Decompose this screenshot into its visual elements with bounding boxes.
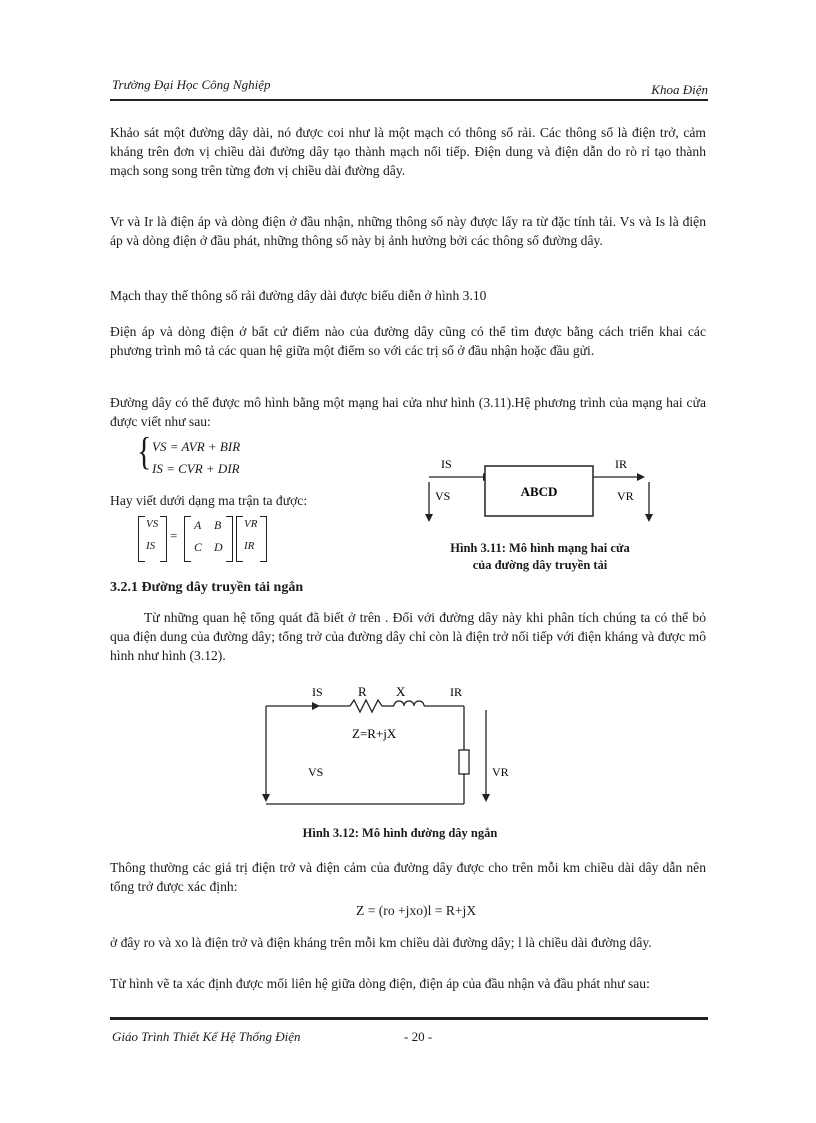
fig311-is-label: IS: [441, 457, 452, 471]
header-rule: [110, 99, 708, 101]
fig312-is-arrow: [312, 702, 320, 710]
figure-3-12-diagram: [250, 680, 520, 812]
figure-3-12-caption: Hình 3.12: Mô hình đường dây ngắn: [302, 826, 498, 840]
paragraph-1: Khảo sát một đường dây dài, nó được coi như là một mạch có thông số rải. Các thông số là điện trở, cảm kháng trên đơn vị chiều dài đường dây tạo thành mạch nối tiếp. Điện dung và điện dẫn do rò rỉ tạo thành mạch song song trên từng đơn vị chiều dài đường dây.: [110, 125, 706, 178]
paragraph-5: Đường dây có thể được mô hình bằng một mạng hai cửa như hình (3.11).Hệ phương trình của mạng hai cửa được viết như sau:: [110, 395, 706, 429]
paragraph-6: Hay viết dưới dạng ma trận ta được:: [110, 493, 308, 508]
fig312-ir-label: IR: [450, 685, 462, 699]
fig312-vr-arrow: [482, 794, 490, 802]
fig311-vs-label: VS: [435, 489, 451, 503]
bracket-left-1: [138, 516, 145, 562]
fig312-vs-arrow: [262, 794, 270, 802]
bracket-left-3: [236, 516, 243, 562]
fig311-ir-arrow: [637, 473, 645, 481]
fig311-vr-arrow: [645, 514, 653, 522]
matrix-a: A: [194, 518, 202, 532]
footer-title: Giáo Trình Thiết Kế Hệ Thống Điện: [112, 1029, 301, 1044]
load-symbol: [459, 750, 469, 774]
paragraph-2: Vr và Ir là điện áp và dòng điện ở đầu nhận, những thông số này được lấy ra từ đặc tính tải. Vs và Is là điện áp và dòng điện ở đầu phát, những thông số này bị ảnh hưởng bởi các thông số đường dây.: [110, 214, 706, 248]
fig312-is-label: IS: [312, 685, 323, 699]
footer-rule: [110, 1017, 708, 1020]
bracket-right-3: [260, 516, 267, 562]
header-school-name: Trường Đại Học Công Nghiệp: [112, 77, 271, 92]
equation-1: VS = AVR + BIR: [152, 439, 241, 454]
equation-brace: {: [137, 430, 152, 474]
matrix-lhs-bottom: IS: [146, 540, 156, 552]
fig311-vs-arrow: [425, 514, 433, 522]
fig312-r-label: R: [358, 684, 367, 699]
fig312-vr-label: VR: [492, 765, 509, 779]
matrix-equation: [138, 516, 288, 564]
header-faculty: Khoa Điện: [651, 82, 708, 97]
paragraph-7: Từ những quan hệ tổng quát đã biết ở trên . Đối với đường dây này khi phân tích chúng ta có thể bỏ qua điện dung của đường dây; tổng trở của đường dây chỉ còn là điện trở nối tiếp với điện kháng và được mô hình như hình (3.12).: [110, 610, 706, 663]
fig312-vs-label: VS: [308, 765, 324, 779]
matrix-rhs-top: VR: [244, 518, 258, 530]
matrix-equals: =: [170, 528, 178, 543]
fig312-z-label: Z=R+jX: [352, 726, 397, 741]
section-title: 3.2.1 Đường dây truyền tải ngắn: [110, 580, 304, 595]
fig311-ir-label: IR: [615, 457, 627, 471]
paragraph-4: Điện áp và dòng điện ở bất cứ điểm nào của đường dây cũng có thể tìm được bằng cách triển khai các phương trình mô tả các quan hệ giữa một điểm so với các trị số ở đầu nhận hoặc đầu gửi.: [110, 324, 706, 358]
paragraph-9: ở đây ro và xo là điện trở và điện kháng trên mỗi km chiều dài đường dây; l là chiều dài đường dây.: [110, 935, 652, 950]
figure-3-11-diagram: [415, 452, 665, 532]
impedance-equation: Z = (ro +jxo)l = R+jX: [356, 903, 477, 918]
figure-3-11-caption-1: Hình 3.11: Mô hình mạng hai cửa: [450, 541, 630, 555]
matrix-c: C: [194, 540, 203, 554]
matrix-lhs-top: VS: [146, 518, 159, 530]
matrix-d: D: [214, 540, 223, 554]
matrix-b: B: [214, 518, 222, 532]
inductor-x-symbol: [394, 701, 424, 706]
fig312-x-label: X: [396, 684, 406, 699]
equation-2: IS = CVR + DIR: [152, 461, 240, 476]
fig311-vr-label: VR: [617, 489, 634, 503]
bracket-left-2: [184, 516, 191, 562]
page-number: - 20 -: [404, 1029, 433, 1044]
fig311-box-label: ABCD: [520, 484, 558, 499]
paragraph-3: Mạch thay thế thông số rải đường dây dài được biểu diễn ở hình 3.10: [110, 288, 487, 303]
paragraph-8: Thông thường các giá trị điện trở và điện cảm của đường dây được cho trên mỗi km chiều dài dây dẫn nên tổng trở được xác định:: [110, 860, 706, 894]
resistor-r-symbol: [350, 700, 382, 712]
bracket-right-2: [226, 516, 233, 562]
figure-3-11-caption-2: của đường dây truyền tải: [472, 558, 608, 572]
paragraph-10: Từ hình vẽ ta xác định được mối liên hệ giữa dòng điện, điện áp của đầu nhận và đầu phát như sau:: [110, 976, 650, 991]
bracket-right-1: [160, 516, 167, 562]
matrix-rhs-bottom: IR: [244, 540, 255, 552]
